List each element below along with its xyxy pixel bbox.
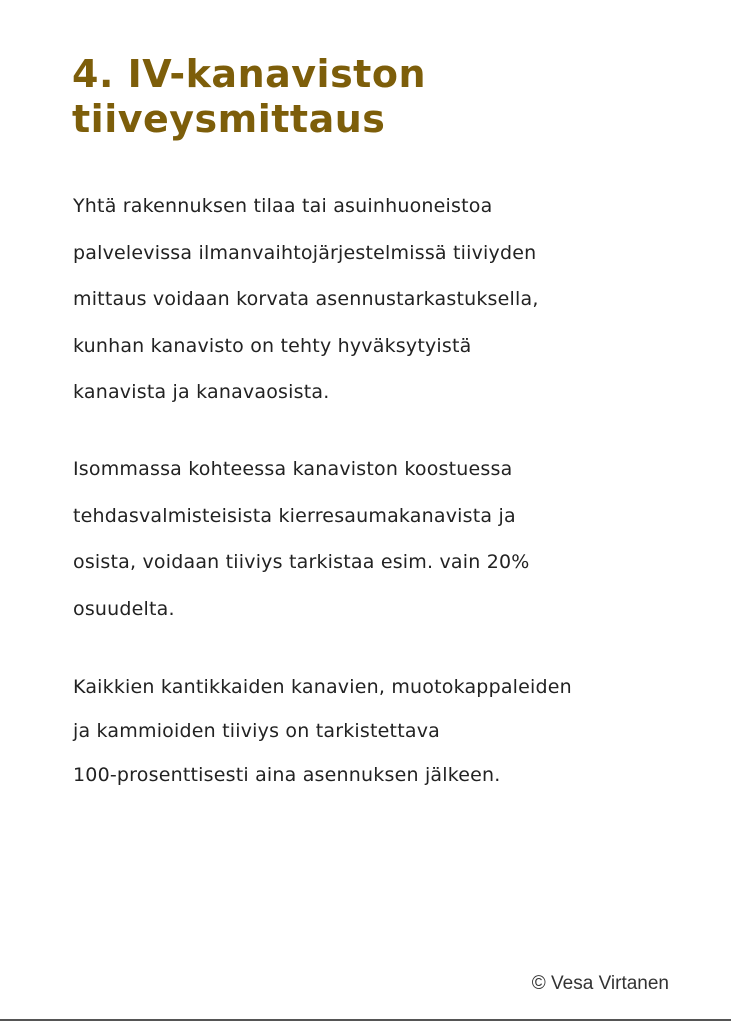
paragraph-line: Isommassa kohteessa kanaviston koostuessa (73, 458, 513, 480)
paragraph-line: kanavista ja kanavaosista. (73, 381, 330, 403)
paragraph-line: 100-prosenttisesti aina asennuksen jälkeen. (73, 764, 501, 786)
paragraph-line: palvelevissa ilmanvaihtojärjestelmissä tiiviyden (73, 241, 537, 264)
bottom-divider (0, 1019, 731, 1021)
title-line: tiiveysmittaus (72, 97, 386, 141)
paragraph-sample-check (73, 459, 693, 645)
page-title (72, 52, 672, 142)
paragraph-line: Kaikkien kantikkaiden kanavien, muotokappaleiden (73, 676, 572, 698)
paragraph-full-check (73, 677, 693, 809)
paragraph-line: osuudelta. (73, 597, 175, 620)
title-line: 4. IV-kanaviston (72, 52, 427, 96)
paragraph-line: osista, voidaan tiiviys tarkistaa esim. vain 20% (73, 551, 530, 573)
paragraph-line: tehdasvalmisteisista kierresaumakanavista ja (73, 504, 516, 527)
paragraph-line: mittaus voidaan korvata asennustarkastuksella, (73, 288, 539, 310)
paragraph-line: kunhan kanavisto on tehty hyväksytyistä (73, 334, 472, 357)
copyright-notice: © Vesa Virtanen (531, 973, 669, 994)
paragraph-inspection-substitute (73, 196, 693, 429)
paragraph-line: Yhtä rakennuksen tilaa tai asuinhuoneistoa (73, 195, 493, 217)
paragraph-line: ja kammioiden tiiviys on tarkistettava (73, 720, 440, 742)
